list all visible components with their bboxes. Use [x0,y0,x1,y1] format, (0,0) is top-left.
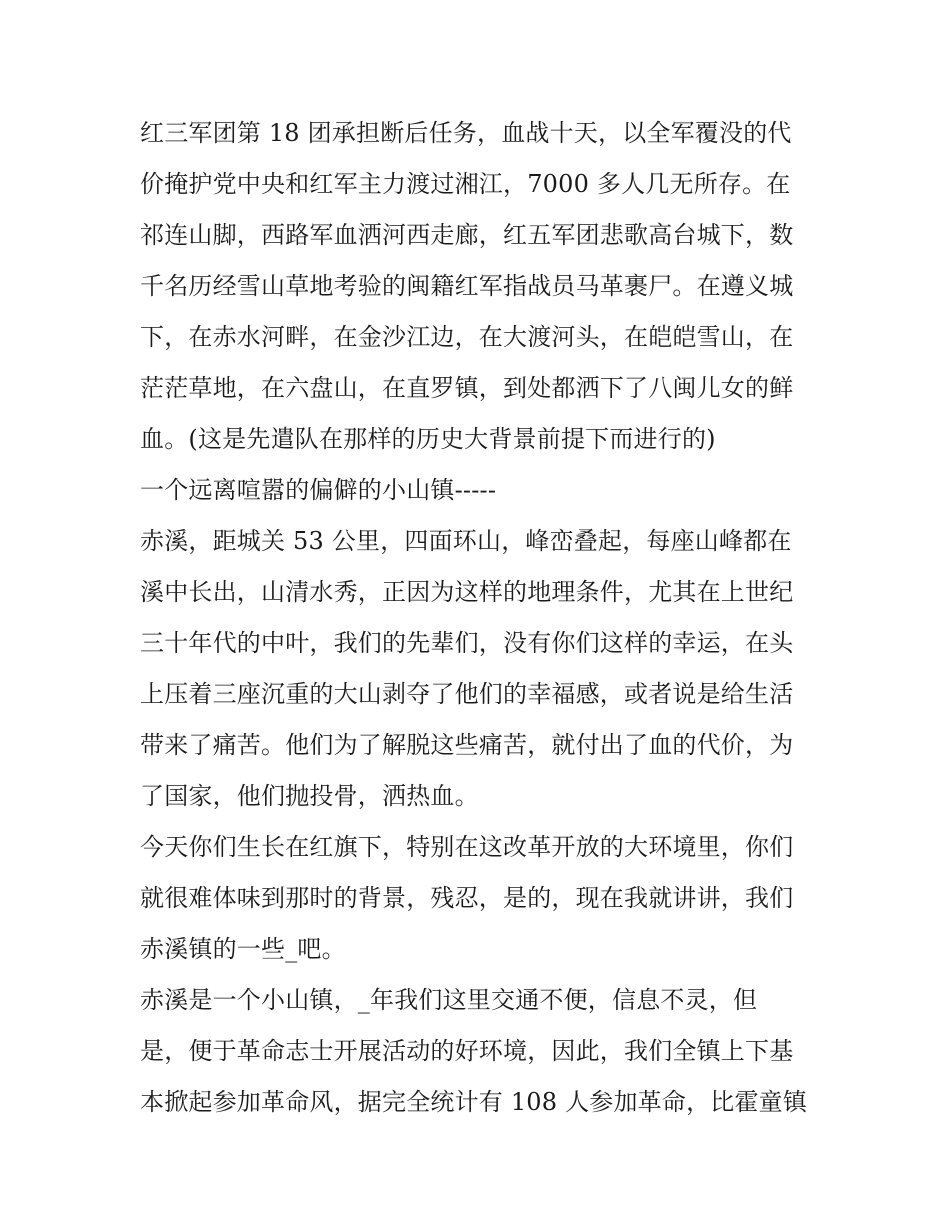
text-line: 千名历经雪山草地考验的闽籍红军指战员马革裹尸。在遵义城 [140,272,794,300]
text-line: 一个远离喧嚣的偏僻的小山镇----- [140,476,497,504]
text-line: 祁连山脚，西路军血洒河西走廊，红五军团悲歌高台城下，数 [140,221,794,249]
body-text [140,108,820,1128]
text-line: 带来了痛苦。他们为了解脱这些痛苦，就付出了血的代价，为 [140,731,794,759]
text-line: 上压着三座沉重的大山剥夺了他们的幸福感，或者说是给生活 [140,680,794,708]
text-line: 就很难体味到那时的背景，残忍，是的，现在我就讲讲，我们 [140,884,794,912]
text-line: 下，在赤水河畔，在金沙江边，在大渡河头，在皑皑雪山，在 [140,323,794,351]
text-line: 赤溪，距城关 53 公里，四面环山，峰峦叠起，每座山峰都在 [140,527,792,555]
text-line: 红三军团第 18 团承担断后任务，血战十天，以全军覆没的代 [140,119,792,147]
text-line: 溪中长出，山清水秀，正因为这样的地理条件，尤其在上世纪 [140,578,794,606]
text-line: 赤溪镇的一些_吧。 [140,935,346,963]
text-line: 价掩护党中央和红军主力渡过湘江，7000 多人几无所存。在 [140,170,791,198]
text-line: 今天你们生长在红旗下，特别在这改革开放的大环境里，你们 [140,833,794,861]
text-line: 是，便于革命志士开展活动的好环境，因此，我们全镇上下基 [140,1037,794,1065]
text-line: 赤溪是一个小山镇，_年我们这里交通不便，信息不灵，但 [140,986,758,1014]
text-line: 本掀起参加革命风，据完全统计有 108 人参加革命，比霍童镇 [140,1088,808,1116]
text-line: 茫茫草地，在六盘山，在直罗镇，到处都洒下了八闽儿女的鲜 [140,374,794,402]
text-line: 了国家，他们抛投骨，洒热血。 [140,782,479,810]
text-line: 血。(这是先遣队在那样的历史大背景前提下而进行的) [140,425,716,453]
text-line: 三十年代的中叶，我们的先辈们，没有你们这样的幸运，在头 [140,629,794,657]
